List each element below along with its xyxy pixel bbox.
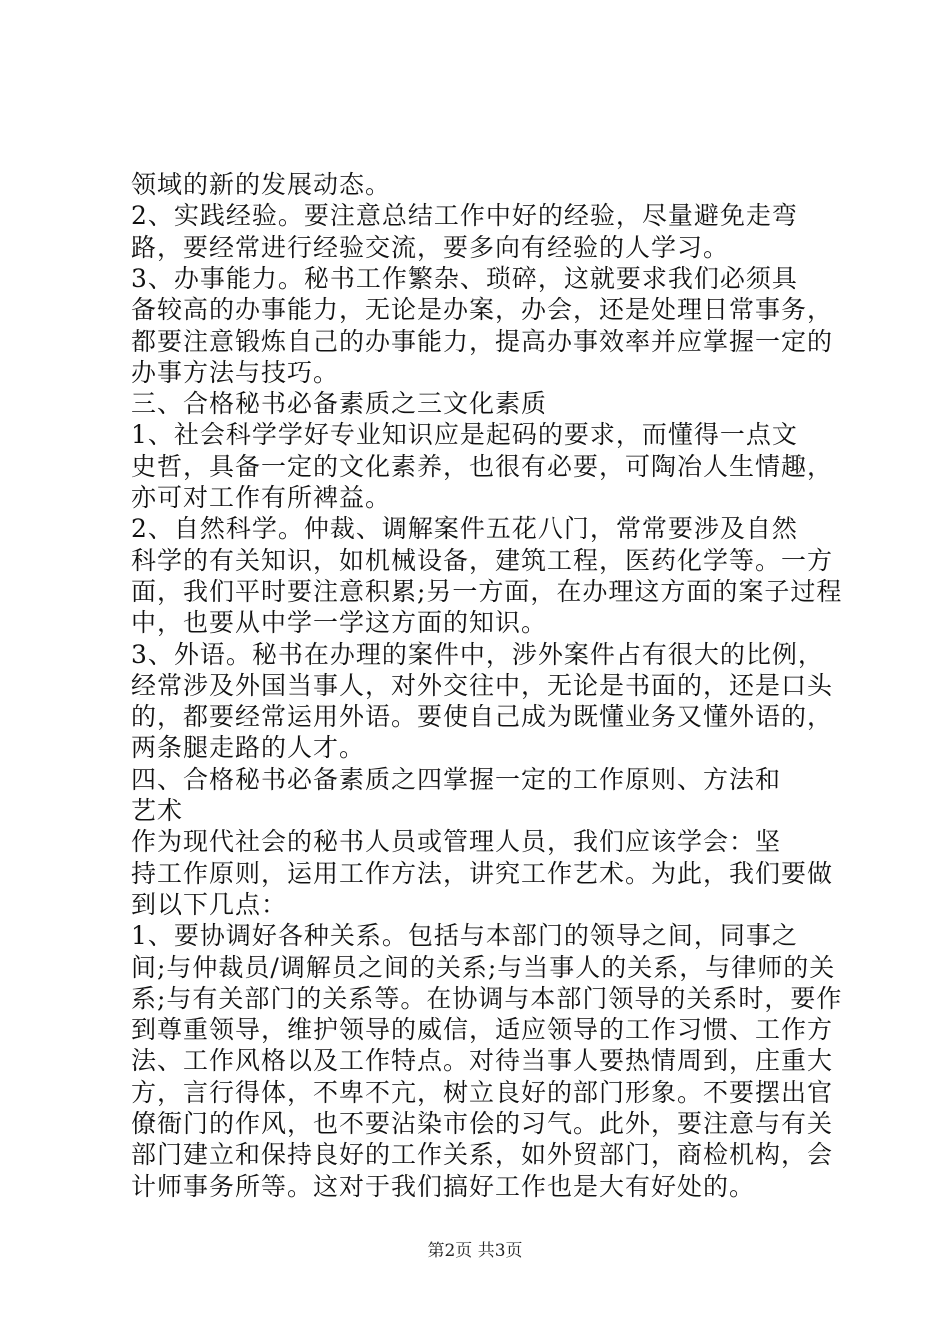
text-line: 作为现代社会的秘书人员或管理人员，我们应该学会：坚 — [131, 827, 782, 856]
text-line: 系;与有关部门的关系等。在协调与本部门领导的关系时，要作 — [131, 984, 843, 1013]
text-line: 两条腿走路的人才。 — [131, 733, 366, 762]
text-line: 史哲，具备一定的文化素养，也很有必要，可陶冶人生情趣， — [131, 452, 834, 481]
text-line: 亦可对工作有所裨益。 — [131, 483, 392, 512]
text-line: 四、合格秘书必备素质之四掌握一定的工作原则、方法和 — [131, 765, 782, 794]
text-line: 艺术 — [131, 796, 184, 825]
text-line: 科学的有关知识，如机械设备，建筑工程，医药化学等。一方 — [131, 546, 834, 575]
text-line: 方，言行得体，不卑不亢，树立良好的部门形象。不要摆出官 — [131, 1078, 834, 1107]
text-line: 领域的新的发展动态。 — [131, 170, 392, 199]
text-line: 计师事务所等。这对于我们搞好工作也是大有好处的。 — [131, 1172, 756, 1201]
text-line: 1、要协调好各种关系。包括与本部门的领导之间，同事之 — [131, 921, 798, 950]
text-line: 备较高的办事能力，无论是办案，办会，还是处理日常事务， — [131, 295, 834, 324]
page-number-footer: 第2页 共3页 — [427, 1241, 523, 1261]
text-line: 的，都要经常运用外语。要使自己成为既懂业务又懂外语的， — [131, 702, 834, 731]
text-line: 经常涉及外国当事人，对外交往中，无论是书面的，还是口头 — [131, 671, 834, 700]
text-line: 都要注意锻炼自己的办事能力，提高办事效率并应掌握一定的 — [131, 327, 834, 356]
text-line: 3、办事能力。秘书工作繁杂、琐碎，这就要求我们必须具 — [131, 264, 798, 293]
text-line: 法、工作风格以及工作特点。对待当事人要热情周到，庄重大 — [131, 1046, 834, 1075]
text-line: 间;与仲裁员/调解员之间的关系;与当事人的关系，与律师的关 — [131, 953, 836, 982]
text-line: 面，我们平时要注意积累;另一方面，在办理这方面的案子过程 — [131, 577, 843, 606]
text-line: 2、自然科学。仲裁、调解案件五花八门，常常要涉及自然 — [131, 514, 798, 543]
text-line: 2、实践经验。要注意总结工作中好的经验，尽量避免走弯 — [131, 201, 798, 230]
text-line: 到尊重领导，维护领导的威信，适应领导的工作习惯、工作方 — [131, 1015, 834, 1044]
text-line: 到以下几点： — [131, 890, 288, 919]
text-line: 办事方法与技巧。 — [131, 358, 340, 387]
text-line: 中，也要从中学一学这方面的知识。 — [131, 608, 548, 637]
text-line: 3、外语。秘书在办理的案件中，涉外案件占有很大的比例， — [131, 640, 824, 669]
text-line: 路，要经常进行经验交流，要多向有经验的人学习。 — [131, 233, 730, 262]
text-line: 1、社会科学学好专业知识应是起码的要求，而懂得一点文 — [131, 420, 798, 449]
text-line: 持工作原则，运用工作方法，讲究工作艺术。为此，我们要做 — [131, 859, 834, 888]
text-line: 三、合格秘书必备素质之三文化素质 — [131, 389, 548, 418]
text-line: 僚衙门的作风，也不要沾染市侩的习气。此外，要注意与有关 — [131, 1109, 834, 1138]
text-line: 部门建立和保持良好的工作关系，如外贸部门，商检机构，会 — [131, 1140, 834, 1169]
